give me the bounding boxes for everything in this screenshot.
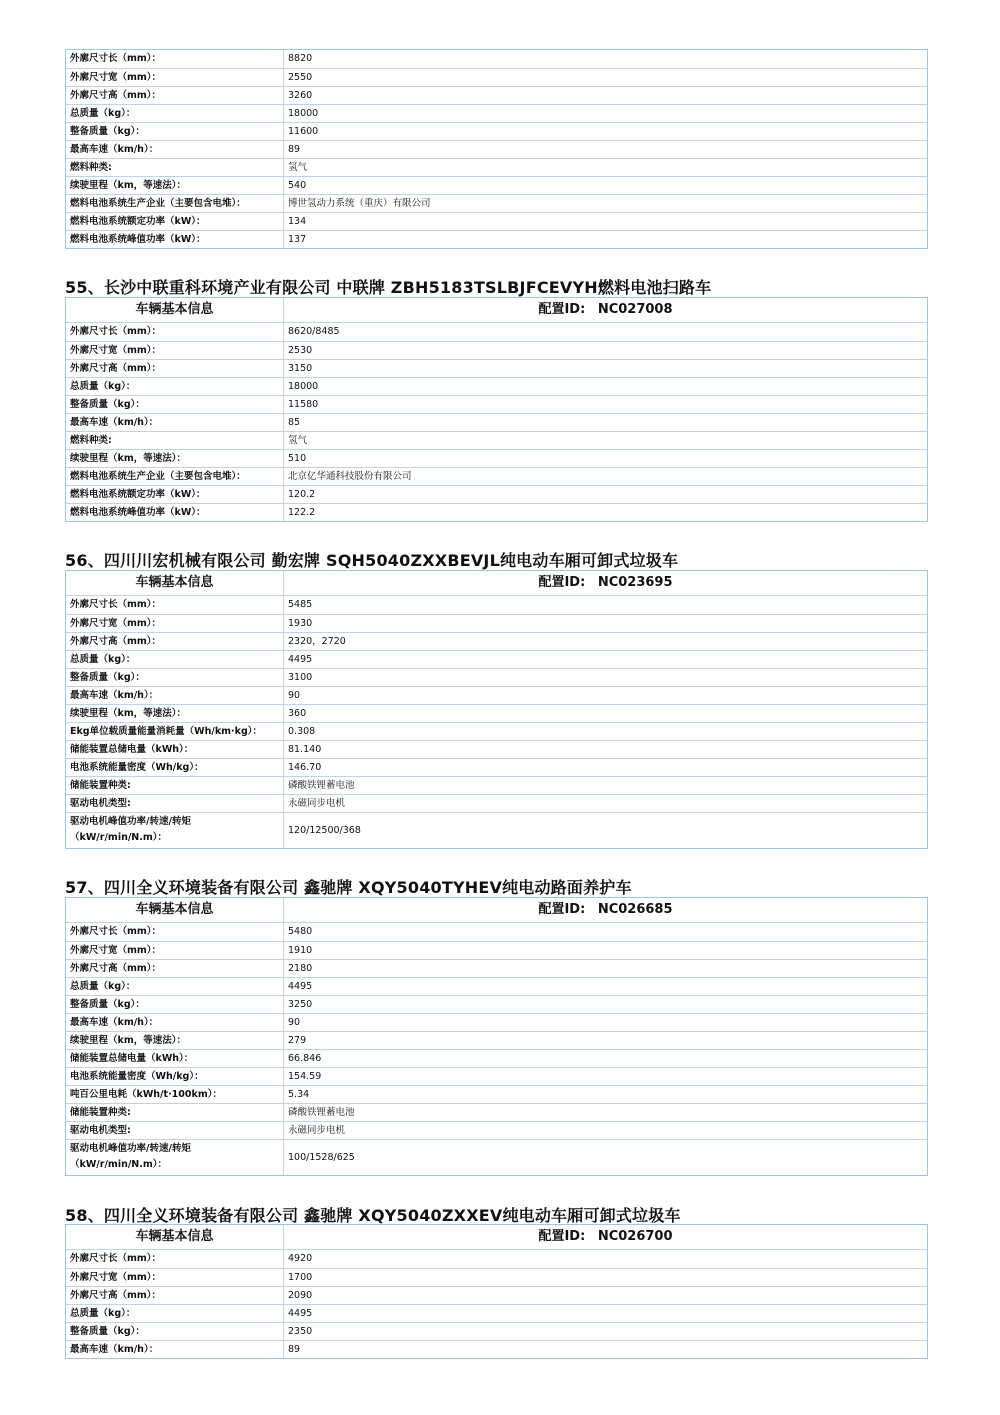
spec-value: 1910	[288, 945, 313, 956]
table-row	[66, 794, 927, 812]
table-row	[66, 104, 927, 122]
spec-label: 外廓尺寸宽（mm）：	[66, 69, 284, 86]
spec-label: 燃料种类:	[66, 432, 284, 449]
table-row	[66, 1286, 927, 1304]
table-row	[66, 632, 927, 650]
spec-value: 4495	[288, 654, 313, 665]
spec-label: 整备质量（kg）：	[66, 396, 284, 413]
spec-value: 540	[288, 180, 307, 191]
spec-label: 燃料电池系统峰值功率（kW）：	[66, 231, 284, 248]
spec-value: 8820	[288, 53, 313, 64]
spec-value: 博世氢动力系统（重庆）有限公司	[288, 198, 431, 209]
spec-label: Ekg单位载质量能量消耗量（Wh/km·kg）：	[66, 723, 284, 740]
spec-label: 外廓尺寸高（mm）：	[66, 1287, 284, 1304]
spec-label: 外廓尺寸宽（mm）：	[66, 342, 284, 359]
spec-label: 最高车速（km/h）：	[66, 1014, 284, 1031]
spec-label: 外廓尺寸高（mm）：	[66, 633, 284, 650]
spec-label: 最高车速（km/h）：	[66, 414, 284, 431]
spec-label: 燃料电池系统峰值功率（kW）：	[66, 504, 284, 521]
table-row	[66, 1340, 927, 1358]
table-row	[66, 686, 927, 704]
table-row	[66, 50, 927, 68]
spec-label: 整备质量（kg）：	[66, 669, 284, 686]
spec-label: 储能装置种类:	[66, 1104, 284, 1121]
spec-label: 电池系统能量密度（Wh/kg）：	[66, 759, 284, 776]
table-row	[66, 413, 927, 431]
spec-value: 永磁同步电机	[288, 1125, 346, 1136]
spec-label: 总质量（kg）：	[66, 651, 284, 668]
spec-label: 储能装置总储电量（kWh）：	[66, 741, 284, 758]
spec-label: 总质量（kg）：	[66, 378, 284, 395]
spec-label: 燃料种类:	[66, 159, 284, 176]
section-title-55: 55、长沙中联重科环境产业有限公司 中联牌 ZBH5183TSLBJFCEVYH燃料电池扫路车	[65, 278, 712, 297]
table-row	[66, 431, 927, 449]
table-header	[66, 571, 927, 596]
table-row	[66, 740, 927, 758]
spec-label: 燃料电池系统额定功率（kW）：	[66, 213, 284, 230]
config-id-value: NC023695	[597, 575, 673, 590]
spec-label: 吨百公里电耗（kWh/t·100km）：	[66, 1086, 284, 1103]
spec-label: 外廓尺寸长（mm）：	[66, 323, 284, 341]
spec-label: 总质量（kg）：	[66, 105, 284, 122]
spec-value: 89	[288, 1344, 301, 1355]
config-id-value: NC026685	[597, 902, 673, 917]
spec-value: 5.34	[288, 1089, 310, 1100]
spec-value: 134	[288, 216, 307, 227]
spec-value: 89	[288, 144, 301, 155]
spec-value: 3100	[288, 672, 313, 683]
spec-value: 85	[288, 417, 301, 428]
spec-label: 整备质量（kg）：	[66, 123, 284, 140]
spec-value: 120/12500/368	[288, 825, 361, 836]
table-row	[66, 650, 927, 668]
spec-value: 4495	[288, 981, 313, 992]
spec-label: 燃料电池系统生产企业（主要包含电堆）：	[66, 195, 284, 212]
table-row	[66, 485, 927, 503]
spec-value: 11580	[288, 399, 319, 410]
spec-label: 整备质量（kg）：	[66, 1323, 284, 1340]
spec-value: 磷酸铁锂蓄电池	[288, 780, 355, 791]
config-id-label: 配置ID:	[538, 575, 586, 590]
table-body	[66, 323, 927, 521]
spec-value: 120.2	[288, 489, 316, 500]
config-id-header	[284, 898, 927, 922]
spec-label: 最高车速（km/h）：	[66, 1341, 284, 1358]
spec-label: 储能装置种类:	[66, 777, 284, 794]
spec-label: 续驶里程（km，等速法）：	[66, 450, 284, 467]
spec-label: 总质量（kg）：	[66, 1305, 284, 1322]
spec-label: 外廓尺寸长（mm）：	[66, 50, 284, 68]
spec-value: 90	[288, 690, 301, 701]
spec-label: 续驶里程（km，等速法）：	[66, 1032, 284, 1049]
spec-value: 2320，2720	[288, 636, 346, 647]
section-title-58: 58、四川全义环境装备有限公司 鑫驰牌 XQY5040ZXXEV纯电动车厢可卸式垃圾车	[65, 1206, 681, 1225]
config-id-label: 配置ID:	[538, 302, 586, 317]
spec-value: 137	[288, 234, 307, 245]
table-header	[66, 1225, 927, 1250]
spec-value: 81.140	[288, 744, 322, 755]
spec-value: 154.59	[288, 1071, 322, 1082]
basic-info-header: 车辆基本信息	[66, 298, 284, 322]
table-row	[66, 68, 927, 86]
table-row	[66, 449, 927, 467]
spec-label: 储能装置总储电量（kWh）：	[66, 1050, 284, 1067]
spec-value: 8620/8485	[288, 326, 340, 337]
spec-label: 外廓尺寸长（mm）：	[66, 596, 284, 614]
table-row	[66, 596, 927, 614]
basic-info-header: 车辆基本信息	[66, 898, 284, 922]
spec-table-continued	[65, 49, 928, 249]
table-row	[66, 1085, 927, 1103]
table-row	[66, 230, 927, 248]
table-row	[66, 1067, 927, 1085]
config-id-label: 配置ID:	[538, 1229, 586, 1244]
table-row	[66, 395, 927, 413]
spec-label: 外廓尺寸高（mm）：	[66, 960, 284, 977]
basic-info-header: 车辆基本信息	[66, 1225, 284, 1249]
table-row	[66, 959, 927, 977]
spec-table-56	[65, 570, 928, 849]
table-row	[66, 923, 927, 941]
spec-value: 100/1528/625	[288, 1152, 355, 1163]
spec-label: 驱动电机峰值功率/转速/转矩（kW/r/min/N.m）：	[66, 1140, 284, 1175]
table-header	[66, 898, 927, 923]
spec-label: 外廓尺寸长（mm）：	[66, 923, 284, 941]
section-title-56: 56、四川川宏机械有限公司 勤宏牌 SQH5040ZXXBEVJL纯电动车厢可卸式垃圾车	[65, 551, 679, 570]
table-row	[66, 1250, 927, 1268]
spec-label: 外廓尺寸宽（mm）：	[66, 1269, 284, 1286]
table-row	[66, 1268, 927, 1286]
spec-label: 驱动电机类型:	[66, 795, 284, 812]
spec-label: 外廓尺寸宽（mm）：	[66, 615, 284, 632]
table-row	[66, 776, 927, 794]
spec-label: 续驶里程（km，等速法）：	[66, 177, 284, 194]
spec-table-58	[65, 1224, 928, 1359]
table-row	[66, 86, 927, 104]
spec-label: 续驶里程（km，等速法）：	[66, 705, 284, 722]
spec-value: 3150	[288, 363, 313, 374]
spec-value: 永磁同步电机	[288, 798, 346, 809]
spec-value: 2090	[288, 1290, 313, 1301]
spec-value: 0.308	[288, 726, 316, 737]
spec-value: 北京亿华通科技股份有限公司	[288, 471, 412, 482]
table-row	[66, 323, 927, 341]
table-row	[66, 1013, 927, 1031]
table-row	[66, 359, 927, 377]
table-row	[66, 941, 927, 959]
table-row	[66, 158, 927, 176]
spec-value: 磷酸铁锂蓄电池	[288, 1107, 355, 1118]
spec-label: 整备质量（kg）：	[66, 996, 284, 1013]
config-id-header	[284, 298, 927, 322]
spec-value: 1930	[288, 618, 313, 629]
spec-value: 279	[288, 1035, 307, 1046]
table-row	[66, 122, 927, 140]
spec-label: 燃料电池系统额定功率（kW）：	[66, 486, 284, 503]
spec-value: 5480	[288, 926, 313, 937]
spec-value: 18000	[288, 381, 319, 392]
spec-value: 122.2	[288, 507, 316, 518]
spec-label: 外廓尺寸宽（mm）：	[66, 942, 284, 959]
table-body	[66, 923, 927, 1175]
spec-value: 510	[288, 453, 307, 464]
table-row	[66, 1031, 927, 1049]
spec-table-57	[65, 897, 928, 1176]
table-header	[66, 298, 927, 323]
spec-value: 1700	[288, 1272, 313, 1283]
spec-value: 3250	[288, 999, 313, 1010]
config-id-header	[284, 1225, 927, 1249]
table-row	[66, 1103, 927, 1121]
spec-label: 外廓尺寸高（mm）：	[66, 87, 284, 104]
table-row	[66, 176, 927, 194]
spec-value: 2180	[288, 963, 313, 974]
table-row	[66, 995, 927, 1013]
section-title-57: 57、四川全义环境装备有限公司 鑫驰牌 XQY5040TYHEV纯电动路面养护车	[65, 878, 632, 897]
table-body	[66, 596, 927, 848]
spec-label: 最高车速（km/h）：	[66, 141, 284, 158]
spec-value: 90	[288, 1017, 301, 1028]
table-row	[66, 467, 927, 485]
table-row	[66, 140, 927, 158]
table-row	[66, 1304, 927, 1322]
table-row	[66, 503, 927, 521]
config-id-label: 配置ID:	[538, 902, 586, 917]
spec-label: 最高车速（km/h）：	[66, 687, 284, 704]
spec-value: 4920	[288, 1253, 313, 1264]
table-row	[66, 614, 927, 632]
spec-label: 驱动电机类型:	[66, 1122, 284, 1139]
table-row	[66, 377, 927, 395]
spec-label: 电池系统能量密度（Wh/kg）：	[66, 1068, 284, 1085]
table-row	[66, 977, 927, 995]
config-id-header	[284, 571, 927, 595]
spec-label: 总质量（kg）：	[66, 978, 284, 995]
spec-value: 360	[288, 708, 307, 719]
table-row	[66, 1121, 927, 1139]
config-id-value: NC026700	[597, 1229, 673, 1244]
table-row	[66, 704, 927, 722]
spec-label: 驱动电机峰值功率/转速/转矩（kW/r/min/N.m）：	[66, 813, 284, 848]
table-row	[66, 212, 927, 230]
basic-info-header: 车辆基本信息	[66, 571, 284, 595]
spec-value: 氢气	[288, 435, 308, 446]
spec-value: 5485	[288, 599, 313, 610]
table-row	[66, 341, 927, 359]
spec-label: 燃料电池系统生产企业（主要包含电堆）：	[66, 468, 284, 485]
spec-value: 3260	[288, 90, 313, 101]
table-row	[66, 812, 927, 848]
table-row	[66, 758, 927, 776]
table-row	[66, 194, 927, 212]
table-row	[66, 1322, 927, 1340]
table-row	[66, 668, 927, 686]
spec-value: 氢气	[288, 162, 308, 173]
config-id-value: NC027008	[597, 302, 673, 317]
spec-value: 2350	[288, 1326, 313, 1337]
table-row	[66, 722, 927, 740]
spec-value: 66.846	[288, 1053, 322, 1064]
spec-value: 2530	[288, 345, 313, 356]
spec-label: 外廓尺寸高（mm）：	[66, 360, 284, 377]
table-row	[66, 1049, 927, 1067]
spec-value: 11600	[288, 126, 319, 137]
spec-value: 18000	[288, 108, 319, 119]
spec-value: 2550	[288, 72, 313, 83]
spec-label: 外廓尺寸长（mm）：	[66, 1250, 284, 1268]
table-body	[66, 1250, 927, 1358]
spec-value: 146.70	[288, 762, 322, 773]
spec-value: 4495	[288, 1308, 313, 1319]
table-row	[66, 1139, 927, 1175]
spec-table-55	[65, 297, 928, 522]
